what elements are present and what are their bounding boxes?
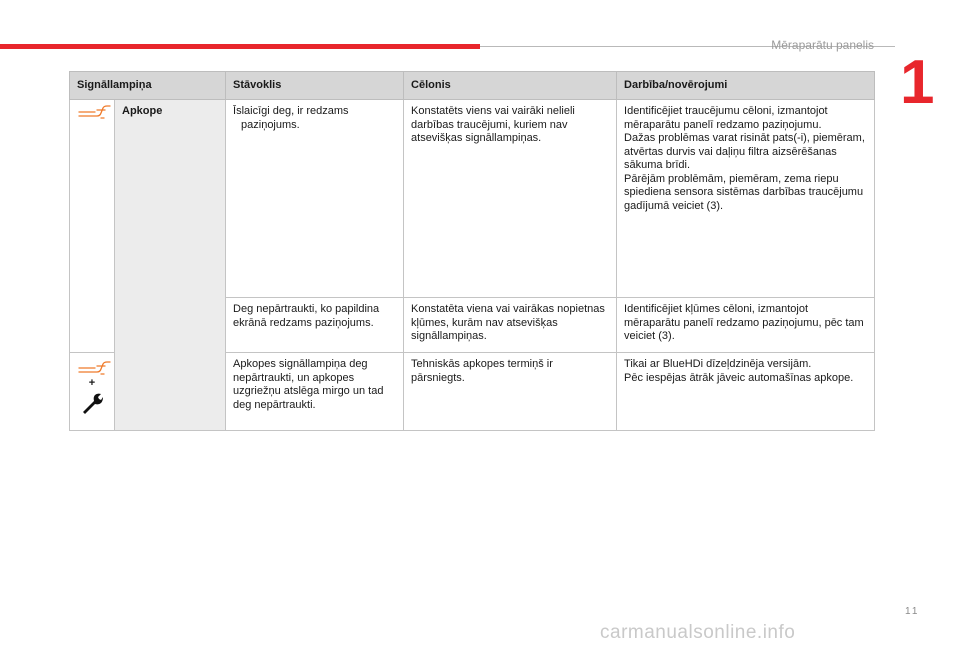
column-header-state: Stāvoklis bbox=[226, 72, 404, 100]
section-title: Mēraparātu panelis bbox=[771, 38, 874, 52]
wrench-outline-icon bbox=[77, 361, 111, 375]
plus-icon: + bbox=[88, 377, 96, 389]
table-header-row bbox=[70, 72, 875, 100]
header-accent-bar bbox=[0, 44, 480, 49]
chapter-number: 1 bbox=[900, 48, 935, 117]
warning-lamp-table bbox=[69, 71, 875, 431]
table-row bbox=[70, 100, 875, 298]
state-cell: Īslaicīgi deg, ir redzams paziņojums. bbox=[226, 100, 404, 298]
cause-cell: Tehniskās apkopes termiņš ir pārsniegts. bbox=[404, 353, 617, 431]
icon-cell bbox=[70, 353, 115, 431]
wrench-solid-icon bbox=[80, 391, 104, 415]
cause-cell: Konstatēts viens vai vairāki nelieli darbības traucējumi, kuriem nav atsevišķas signāllampiņas. bbox=[404, 100, 617, 298]
watermark-text[interactable]: carmanualsonline.info bbox=[600, 622, 796, 643]
actions-cell: Identificējiet traucējumu cēloni, izmantojot mēraparātu panelī redzamo paziņojumu. Dažas problēmas varat risināt pats(-i), piemēram, atvērtas durvis vai daļiņu filtra aizsērēšanas sākuma brīdi. Pārējām problēmām, piemēram, zema riepu spiediena sensora sistēmas darbības traucējumu gadījumā veiciet (3). bbox=[617, 100, 875, 298]
indicator-name: Apkope bbox=[115, 100, 226, 431]
state-cell: Apkopes signāllampiņa deg nepārtraukti, un apkopes uzgriežņu atslēga mirgo un tad deg nepārtraukti. bbox=[226, 353, 404, 431]
icon-cell bbox=[70, 100, 115, 353]
column-header-cause: Cēlonis bbox=[404, 72, 617, 100]
wrench-outline-icon bbox=[77, 105, 111, 119]
page-number: 11 bbox=[905, 606, 920, 617]
cause-cell: Konstatēta viena vai vairākas nopietnas kļūmes, kurām nav atsevišķas signāllampiņas. bbox=[404, 298, 617, 353]
column-header-actions: Darbība/novērojumi bbox=[617, 72, 875, 100]
column-header-indicator: Signāllampiņa bbox=[70, 72, 226, 100]
actions-cell: Tikai ar BlueHDi dīzeļdzinēja versijām. Pēc iespējas ātrāk jāveic automašīnas apkope. bbox=[617, 353, 875, 431]
state-cell: Deg nepārtraukti, ko papildina ekrānā redzams paziņojums. bbox=[226, 298, 404, 353]
actions-cell: Identificējiet kļūmes cēloni, izmantojot mēraparātu panelī redzamo paziņojumu, pēc tam veiciet (3). bbox=[617, 298, 875, 353]
